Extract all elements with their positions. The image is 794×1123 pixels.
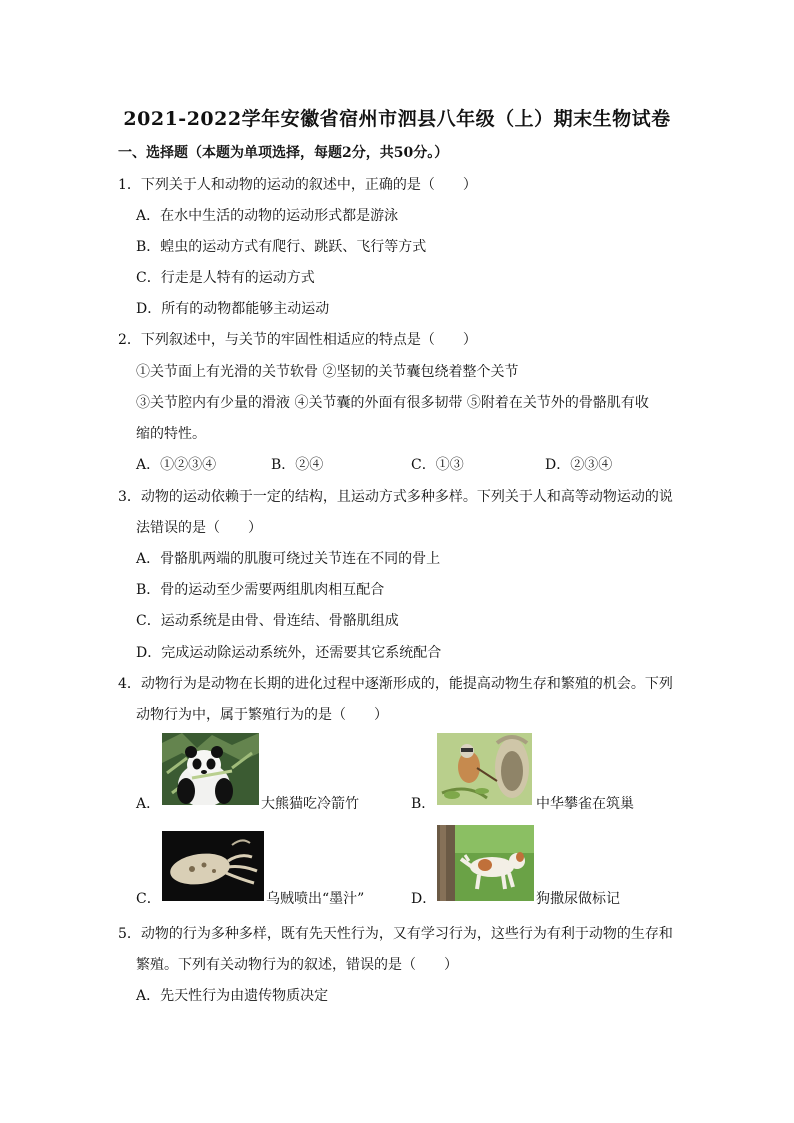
question-5-option-a: A．先天性行为由遗传物质决定	[136, 988, 329, 1004]
question-3-stem-line-1: 3．动物的运动依赖于一定的结构，且运动方式多种多样。下列关于人和高等动物运动的说	[118, 489, 673, 505]
question-3-option-d: D．完成运动除运动系统外，还需要其它系统配合	[136, 645, 442, 661]
panda-image	[162, 733, 259, 805]
question-4-option-b-label: B．	[411, 796, 436, 812]
question-1-option-d: D．所有的动物都能够主动运动	[136, 301, 330, 317]
squid-image	[162, 831, 264, 901]
question-4-option-a-text: 大熊猫吃冷箭竹	[261, 796, 359, 812]
question-2-statements-line-3: 缩的特性。	[136, 426, 206, 442]
question-2-option-d: D．②③④	[545, 457, 613, 473]
question-2-option-b: B．②④	[271, 457, 324, 473]
squid-photo	[162, 831, 264, 901]
question-3-stem-line-2: 法错误的是（ ）	[136, 520, 262, 536]
bird-nest-image	[437, 733, 532, 805]
question-4-option-c-label: C．	[136, 891, 161, 907]
page-title: 2021-2022学年安徽省宿州市泗县八年级（上）期末生物试卷	[123, 108, 671, 130]
section-heading: 一、选择题（本题为单项选择，每题2分，共50分。）	[118, 145, 449, 161]
question-1-option-c: C．行走是人特有的运动方式	[136, 270, 315, 286]
question-2-stem: 2．下列叙述中，与关节的牢固性相适应的特点是（ ）	[118, 332, 477, 348]
question-2-statements-line-2: ③关节腔内有少量的滑液 ④关节囊的外面有很多韧带 ⑤附着在关节外的骨骼肌有收	[136, 395, 649, 411]
question-3-option-b: B．骨的运动至少需要两组肌肉相互配合	[136, 582, 385, 598]
question-4-stem-line-2: 动物行为中，属于繁殖行为的是（ ）	[136, 707, 388, 723]
bird-nest-photo	[437, 733, 532, 805]
panda-photo	[162, 733, 259, 805]
question-2-option-a: A．①②③④	[136, 457, 217, 473]
question-4-option-a-label: A．	[136, 796, 161, 812]
dog-photo	[437, 825, 534, 901]
question-1-stem: 1．下列关于人和动物的运动的叙述中，正确的是（ ）	[118, 177, 477, 193]
question-4-stem-line-1: 4．动物行为是动物在长期的进化过程中逐渐形成的，能提高动物生存和繁殖的机会。下列	[118, 676, 673, 692]
question-5-stem-line-2: 繁殖。下列有关动物行为的叙述，错误的是（ ）	[136, 957, 458, 973]
question-2-option-c: C．①③	[411, 457, 464, 473]
question-3-option-a: A．骨骼肌两端的肌腹可绕过关节连在不同的骨上	[136, 551, 441, 567]
question-4-option-d-label: D．	[411, 891, 437, 907]
question-4-option-c-text: 乌贼喷出“墨汁”	[266, 891, 365, 907]
question-2-statements-line-1: ①关节面上有光滑的关节软骨 ②坚韧的关节囊包绕着整个关节	[136, 364, 519, 380]
question-1-option-b: B．蝗虫的运动方式有爬行、跳跃、飞行等方式	[136, 239, 427, 255]
question-4-option-d-text: 狗撒尿做标记	[536, 891, 620, 907]
question-4-option-b-text: 中华攀雀在筑巢	[536, 796, 634, 812]
dog-image	[437, 825, 534, 901]
question-5-stem-line-1: 5．动物的行为多种多样，既有先天性行为，又有学习行为，这些行为有利于动物的生存和	[118, 926, 673, 942]
question-1-option-a: A．在水中生活的动物的运动形式都是游泳	[136, 208, 399, 224]
question-3-option-c: C．运动系统是由骨、骨连结、骨骼肌组成	[136, 613, 399, 629]
